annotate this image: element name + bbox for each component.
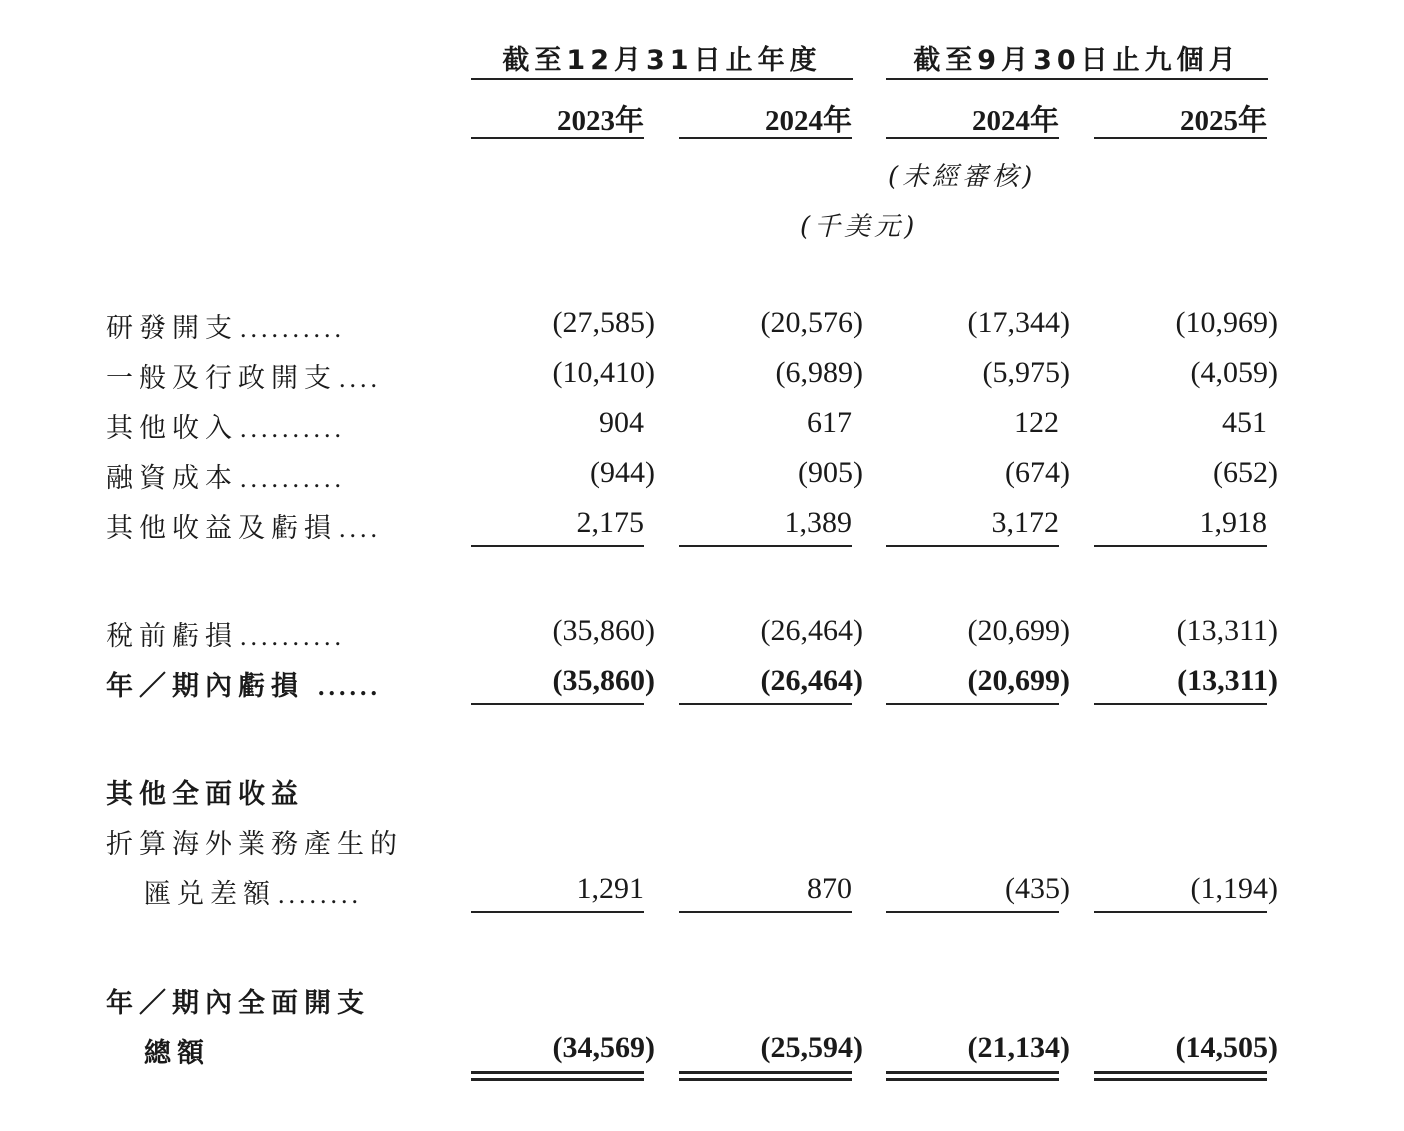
value-cell: 904 [599, 406, 644, 439]
value-cell: (944) [590, 456, 655, 489]
subtotal-rule [886, 703, 1059, 705]
year-underline [679, 137, 852, 139]
subtotal-rule [886, 545, 1059, 547]
row-label-other-income: 其他收入.......... [106, 413, 345, 444]
value-cell: (27,585) [552, 306, 655, 339]
value-cell: (26,464) [760, 664, 863, 697]
value-cell: 870 [807, 872, 852, 905]
year-header-2023: 2023年 [556, 105, 644, 137]
value-cell: (20,576) [760, 306, 863, 339]
group1-underline [471, 78, 853, 80]
value-cell: 2,175 [576, 506, 644, 539]
value-cell: 451 [1222, 406, 1267, 439]
year-underline [471, 137, 644, 139]
section-label-other-comprehensive-income: 其他全面收益 [106, 779, 304, 810]
group2-underline [886, 78, 1268, 80]
value-cell: (35,860) [552, 614, 655, 647]
year-underline [1094, 137, 1267, 139]
value-cell: (13,311) [1176, 614, 1278, 647]
value-cell: 1,918 [1199, 506, 1267, 539]
value-cell: (5,975) [982, 356, 1070, 389]
value-cell: (674) [1005, 456, 1070, 489]
value-cell: (6,989) [775, 356, 863, 389]
row-label-rd-expenses: 研發開支.......... [106, 313, 345, 344]
period-header-nine-months: 截至9月30日止九個月 [913, 45, 1241, 76]
subtotal-rule [1094, 911, 1267, 913]
value-cell: (20,699) [967, 614, 1070, 647]
value-cell: (652) [1213, 456, 1278, 489]
total-double-rule [471, 1071, 644, 1081]
value-cell: (435) [1005, 872, 1070, 905]
subtotal-rule [1094, 703, 1267, 705]
total-double-rule [886, 1071, 1059, 1081]
value-cell: (4,059) [1190, 356, 1278, 389]
year-header-2024-nine-months: 2024年 [971, 105, 1059, 137]
value-cell: (20,699) [967, 664, 1070, 697]
value-cell: (905) [798, 456, 863, 489]
value-cell: 617 [807, 406, 852, 439]
value-cell: 122 [1014, 406, 1059, 439]
value-cell: (13,311) [1177, 664, 1278, 697]
row-label-total-comprehensive-line1: 年／期內全面開支 [106, 988, 370, 1019]
value-cell: (35,860) [552, 664, 655, 697]
value-cell: (10,969) [1175, 306, 1278, 339]
year-header-2025: 2025年 [1179, 105, 1267, 137]
row-label-admin-expenses: 一般及行政開支.... [106, 363, 381, 394]
value-cell: (17,344) [967, 306, 1070, 339]
value-cell: (21,134) [967, 1031, 1070, 1064]
subtotal-rule [471, 545, 644, 547]
subtotal-rule [471, 703, 644, 705]
row-label-finance-costs: 融資成本.......... [106, 463, 345, 494]
total-double-rule [1094, 1071, 1267, 1081]
currency-unit-note: (千美元) [800, 212, 919, 242]
row-label-loss-for-period: 年／期內虧損 ...... [106, 671, 381, 702]
value-cell: 3,172 [991, 506, 1059, 539]
year-header-2024: 2024年 [764, 105, 852, 137]
value-cell: 1,389 [784, 506, 852, 539]
value-cell: 1,291 [576, 872, 644, 905]
year-underline [886, 137, 1059, 139]
row-label-other-gains-losses: 其他收益及虧損.... [106, 513, 381, 544]
value-cell: (25,594) [760, 1031, 863, 1064]
value-cell: (26,464) [760, 614, 863, 647]
row-label-exchange-differences: 匯兑差額........ [144, 879, 362, 910]
subtotal-rule [886, 911, 1059, 913]
value-cell: (34,569) [552, 1031, 655, 1064]
row-label-total-comprehensive-total: 總額 [144, 1038, 210, 1069]
subtotal-rule [471, 911, 644, 913]
total-double-rule [679, 1071, 852, 1081]
subtotal-rule [1094, 545, 1267, 547]
value-cell: (14,505) [1175, 1031, 1278, 1064]
period-header-year-ended: 截至12月31日止年度 [502, 45, 822, 76]
subtotal-rule [679, 911, 852, 913]
subtotal-rule [679, 703, 852, 705]
row-label-translation-line1: 折算海外業務產生的 [106, 829, 403, 860]
row-label-loss-before-tax: 稅前虧損.......... [106, 621, 345, 652]
unaudited-note: (未經審核) [888, 162, 1037, 192]
subtotal-rule [679, 545, 852, 547]
value-cell: (1,194) [1190, 872, 1278, 905]
value-cell: (10,410) [552, 356, 655, 389]
